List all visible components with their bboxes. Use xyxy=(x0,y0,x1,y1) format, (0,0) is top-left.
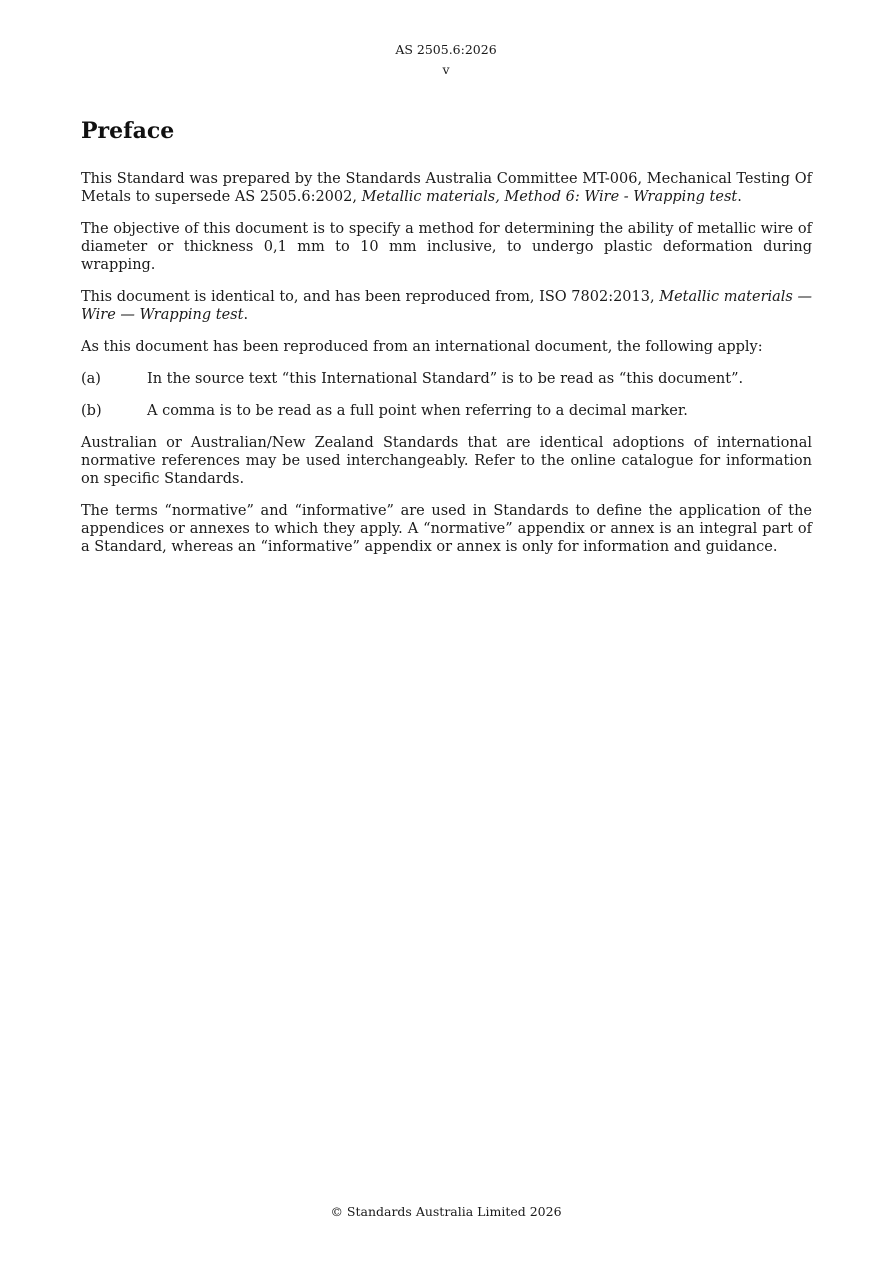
copyright-notice: © Standards Australia Limited 2026 xyxy=(330,1204,562,1219)
list-marker: (b) xyxy=(81,403,102,419)
list-item-text: In the source text “this International Standard” is to be read as “this document”. xyxy=(147,371,744,387)
paragraph-committee-end: . xyxy=(737,189,742,205)
paragraph-identical-end: . xyxy=(243,307,249,323)
page-footer xyxy=(0,1203,892,1221)
page-header xyxy=(0,40,892,80)
paragraph-normative-informative: The terms “normative” and “informative” are used in Standards to define the application of the appendices or annexes to which they apply. A “normative” appendix or annex is an integral part of a Standard, whereas an “informative” appendix or annex is only for information and guidance. xyxy=(81,503,812,555)
paragraph-objective: The objective of this document is to specify a method for determining the ability of metallic wire of diameter or thickness 0,1 mm to 10 mm inclusive, to undergo plastic deformation during wrapping. xyxy=(81,221,812,273)
paragraph-identical-text: This document is identical to, and has been reproduced from, ISO 7802:2013, xyxy=(81,289,660,305)
paragraph-adoptions: Australian or Australian/New Zealand Standards that are identical adoptions of international normative references may be used interchangeably. Refer to the online catalogue for information on specific Standards. xyxy=(81,435,812,487)
list-item-text: A comma is to be read as a full point when referring to a decimal marker. xyxy=(147,403,688,419)
list-item xyxy=(81,370,812,388)
iso-title: Metallic materials — Wire — Wrapping test xyxy=(81,289,812,323)
page-title: Preface xyxy=(81,118,175,144)
preface-section xyxy=(81,114,812,570)
page-number: v xyxy=(442,62,450,77)
document-number: AS 2505.6:2026 xyxy=(395,42,497,57)
paragraph-following-apply: As this document has been reproduced from an international document, the following apply: xyxy=(81,339,763,355)
paragraph-identical xyxy=(81,288,812,324)
list-marker: (a) xyxy=(81,371,101,387)
list-item xyxy=(81,402,812,420)
superseded-title: Metallic materials, Method 6: Wire - Wrapping test xyxy=(361,189,738,205)
paragraph-committee-text: This Standard was prepared by the Standards Australia Committee MT-006, Mechanical Testing Of Metals to supersede AS 2505.6:2002, xyxy=(81,171,812,205)
paragraph-committee xyxy=(81,170,812,206)
